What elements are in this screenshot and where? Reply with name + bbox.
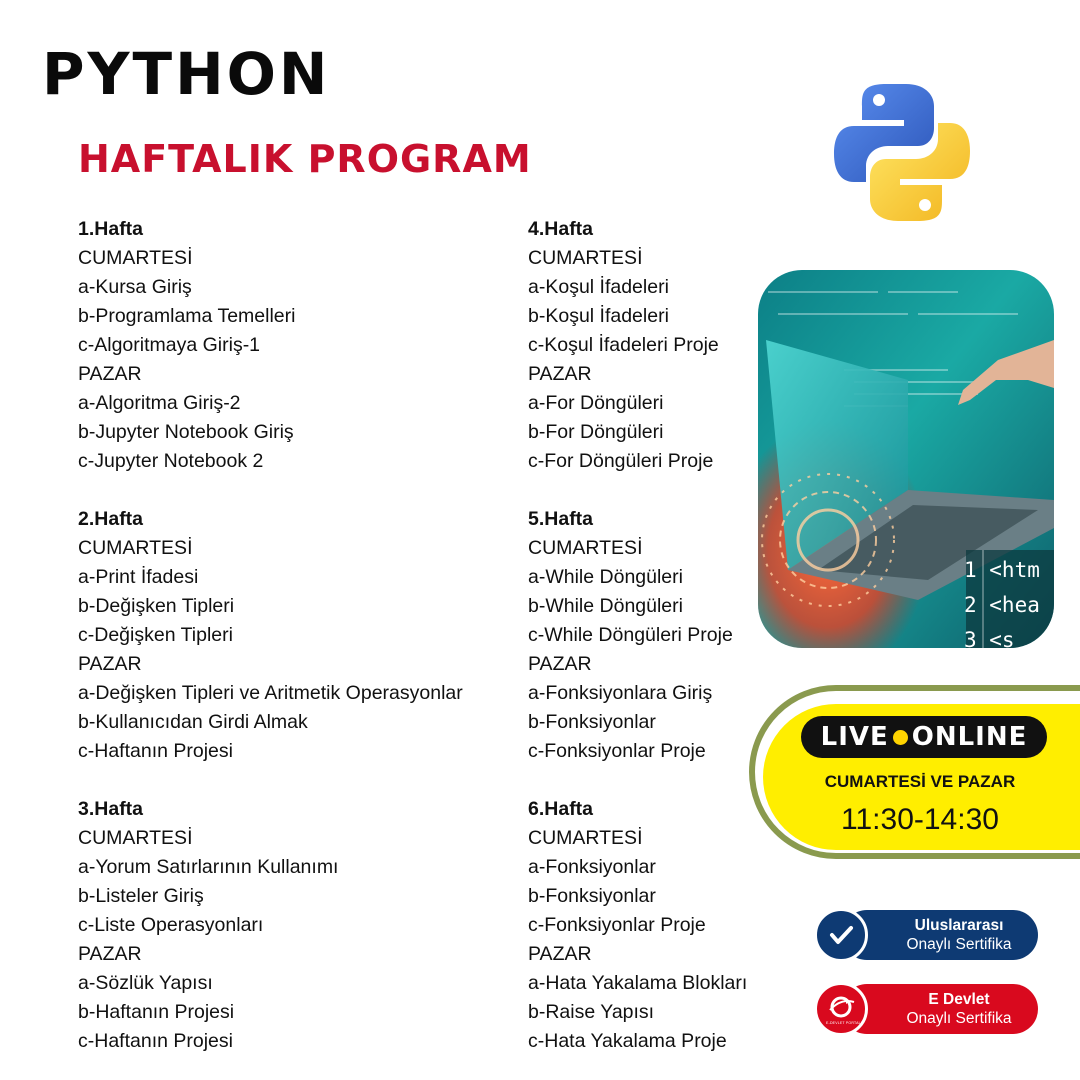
- checkmark-icon: [814, 908, 868, 962]
- week-line: c-For Döngüleri Proje: [528, 450, 714, 472]
- badge-subtitle: Onaylı Sertifika: [906, 936, 1012, 953]
- week-line: a-For Döngüleri: [528, 392, 664, 414]
- live-days: CUMARTESİ VE PAZAR: [824, 772, 1016, 791]
- week-line: CUMARTESİ: [528, 537, 643, 559]
- python-logo-icon: [832, 80, 972, 225]
- week-line: c-Haftanın Projesi: [78, 1030, 233, 1052]
- week-line: PAZAR: [78, 363, 142, 385]
- live-online-pill: [801, 716, 1047, 758]
- week-line: a-Kursa Giriş: [78, 276, 192, 298]
- week-line: CUMARTESİ: [78, 247, 193, 269]
- week-3-block: [78, 795, 338, 1056]
- intl-certificate-badge: [814, 908, 1038, 962]
- week-line: b-While Döngüleri: [528, 595, 683, 617]
- week-line: b-Haftanın Projesi: [78, 1001, 235, 1023]
- week-title: 6.Hafta: [528, 798, 594, 820]
- week-line: b-Jupyter Notebook Giriş: [78, 421, 294, 443]
- week-line: b-Listeler Giriş: [78, 885, 204, 907]
- week-line: c-Değişken Tipleri: [78, 624, 233, 646]
- week-line: a-Koşul İfadeleri: [528, 276, 669, 298]
- week-line: a-Sözlük Yapısı: [78, 972, 213, 994]
- week-line: b-Fonksiyonlar: [528, 711, 656, 733]
- week-line: c-Haftanın Projesi: [78, 740, 233, 762]
- code-line: 2 <hea: [964, 593, 1040, 617]
- code-line: 1 <htm: [964, 558, 1040, 582]
- week-line: b-For Döngüleri: [528, 421, 664, 443]
- week-line: a-Fonksiyonlara Giriş: [528, 682, 713, 704]
- week-line: CUMARTESİ: [78, 827, 193, 849]
- week-line: c-While Döngüleri Proje: [528, 624, 733, 646]
- code-line: 3 <s: [964, 628, 1015, 648]
- week-title: 5.Hafta: [528, 508, 594, 530]
- week-line: c-Jupyter Notebook 2: [78, 450, 264, 472]
- week-line: a-Hata Yakalama Blokları: [528, 972, 748, 994]
- week-2-block: [78, 505, 463, 766]
- edevlet-certificate-badge: [814, 982, 1038, 1036]
- week-line: a-While Döngüleri: [528, 566, 683, 588]
- week-line: c-Liste Operasyonları: [78, 914, 264, 936]
- week-line: c-Algoritmaya Giriş-1: [78, 334, 261, 356]
- online-label: ONLINE: [911, 722, 1028, 752]
- week-line: CUMARTESİ: [528, 247, 643, 269]
- week-line: a-Algoritma Giriş-2: [78, 392, 241, 414]
- week-line: a-Fonksiyonlar: [528, 856, 656, 878]
- edevlet-logo-text: E-DEVLET PORTALI: [826, 1021, 862, 1025]
- live-label: LIVE: [820, 722, 889, 752]
- week-line: a-Print İfadesi: [78, 566, 199, 588]
- week-line: PAZAR: [78, 943, 142, 965]
- week-line: c-Hata Yakalama Proje: [528, 1030, 727, 1052]
- laptop-code-photo: [758, 270, 1054, 648]
- week-line: b-Fonksiyonlar: [528, 885, 656, 907]
- program-subtitle: HAFTALIK PROGRAM: [78, 137, 532, 181]
- badge-subtitle: Onaylı Sertifika: [906, 1010, 1012, 1027]
- week-title: 2.Hafta: [78, 508, 144, 530]
- badge-title: E Devlet: [928, 991, 990, 1008]
- week-line: c-Fonksiyonlar Proje: [528, 914, 706, 936]
- page-title: PYTHON: [42, 40, 331, 108]
- week-title: 1.Hafta: [78, 218, 144, 240]
- live-dot-icon: [893, 730, 908, 745]
- badge-title: Uluslararası: [914, 917, 1004, 934]
- week-line: CUMARTESİ: [78, 537, 193, 559]
- edevlet-logo-icon: [814, 982, 868, 1036]
- week-line: a-Yorum Satırlarının Kullanımı: [78, 856, 339, 878]
- week-line: b-Koşul İfadeleri: [528, 305, 669, 327]
- week-line: PAZAR: [528, 943, 592, 965]
- week-line: PAZAR: [528, 363, 592, 385]
- week-6-block: [528, 795, 747, 1056]
- week-4-block: [528, 215, 719, 476]
- week-line: a-Değişken Tipleri ve Aritmetik Operasyonlar: [78, 682, 463, 704]
- week-line: b-Programlama Temelleri: [78, 305, 296, 327]
- week-5-block: [528, 505, 733, 766]
- week-line: PAZAR: [528, 653, 592, 675]
- week-line: b-Değişken Tipleri: [78, 595, 235, 617]
- week-title: 3.Hafta: [78, 798, 144, 820]
- week-line: c-Koşul İfadeleri Proje: [528, 334, 719, 356]
- week-1-block: [78, 215, 295, 476]
- week-line: c-Fonksiyonlar Proje: [528, 740, 706, 762]
- week-title: 4.Hafta: [528, 218, 594, 240]
- week-line: PAZAR: [78, 653, 142, 675]
- week-line: CUMARTESİ: [528, 827, 643, 849]
- week-line: b-Raise Yapısı: [528, 1001, 655, 1023]
- week-line: b-Kullanıcıdan Girdi Almak: [78, 711, 308, 733]
- live-time: 11:30-14:30: [841, 803, 999, 836]
